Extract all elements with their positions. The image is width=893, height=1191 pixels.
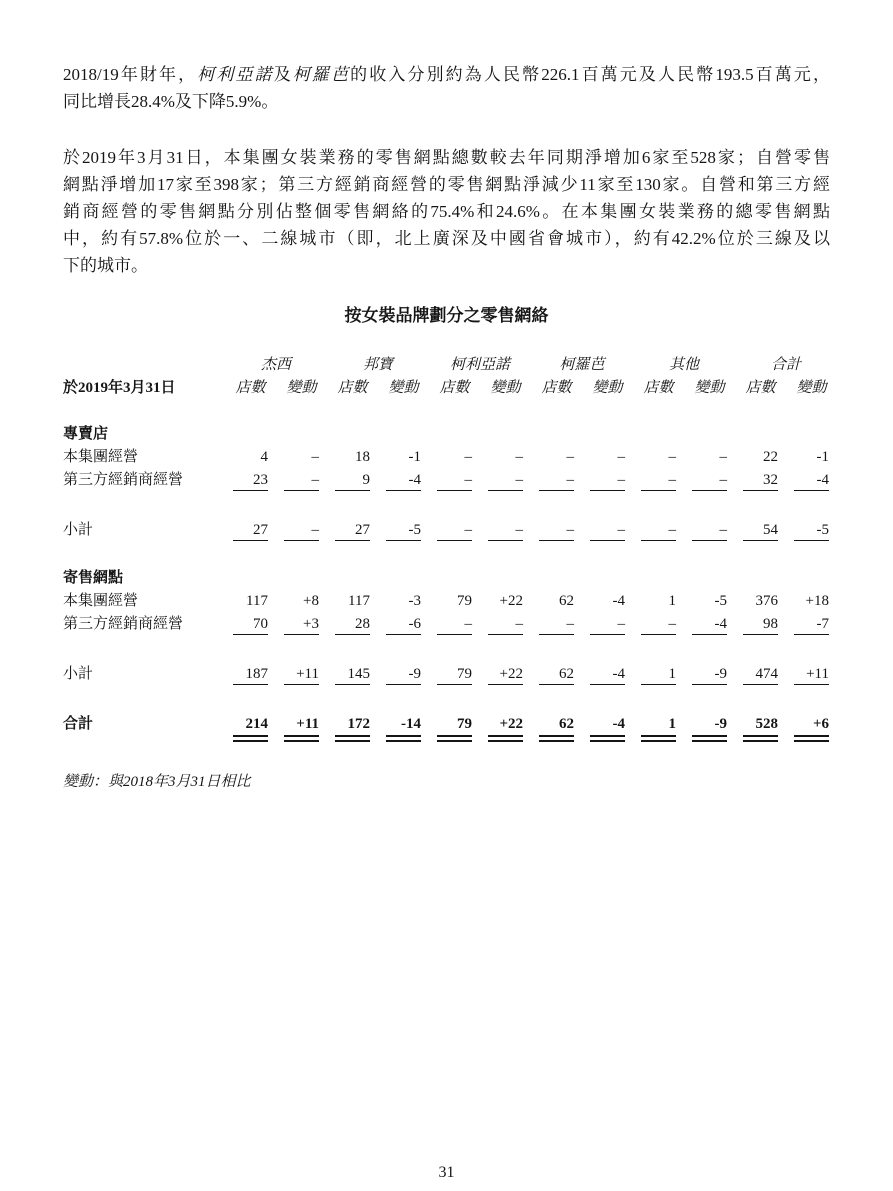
paragraph-text: 2018/19年財年， [63,65,198,84]
store-count-value: 62 [539,716,574,742]
value-cell [539,613,590,636]
store-count-value: 214 [233,716,268,742]
change-value: -7 [794,616,829,635]
table-row-label: 第三方經銷商經營 [63,616,184,632]
table-row-label: 本集團經營 [63,593,139,609]
value-cell [590,713,641,736]
change-value: – [590,522,625,541]
value-cell [284,663,335,686]
store-count-value: 187 [233,666,268,685]
change-header: 變動 [490,380,521,396]
row-spacer [63,686,845,713]
value-cell [590,446,641,469]
store-count-value: – [539,616,574,635]
store-count-value: – [437,522,472,541]
column-header-cell [641,377,692,400]
value-cell [539,446,590,469]
value-cell [386,446,437,469]
value-cell [590,519,641,542]
retail-network-table [63,354,845,736]
value-cell [335,663,386,686]
store-count-value: 32 [743,472,778,491]
store-count-value: 1 [641,716,676,742]
section-title-row [63,423,845,446]
store-count-header: 店數 [745,380,776,396]
change-value: – [590,472,625,491]
value-cell [641,613,692,636]
column-header-cell [488,377,539,400]
value-cell [437,713,488,736]
subtotal-row-label: 小計 [63,666,94,682]
store-count-value: 79 [457,593,472,609]
store-count-value: 98 [743,616,778,635]
store-count-value: 79 [437,666,472,685]
value-cell [590,590,641,613]
store-count-value: 18 [355,449,370,465]
row-spacer [63,542,845,567]
column-header-cell [539,377,590,400]
change-value: -5 [714,593,727,609]
change-value: +22 [499,593,523,609]
value-cell [437,613,488,636]
brand-name: 柯利亞諾 [197,65,274,84]
change-value: -6 [386,616,421,635]
value-cell [488,469,539,492]
revenue-paragraph [63,61,830,115]
store-count-value: 1 [668,593,676,609]
brand-name: 柯羅芭 [292,65,351,84]
value-cell [794,590,845,613]
store-count-value: 474 [743,666,778,685]
change-value: +8 [303,593,319,609]
brand-header-cell [437,354,539,377]
store-count-value: 117 [246,593,268,609]
column-header-cell [794,377,845,400]
change-value: -3 [408,593,421,609]
value-cell [386,713,437,736]
value-cell [437,590,488,613]
value-cell [692,713,743,736]
value-cell [641,663,692,686]
table-row [63,613,845,636]
column-header-cell [437,377,488,400]
brand-header: 合計 [770,357,801,373]
value-cell [692,519,743,542]
value-cell [284,713,335,736]
value-cell [794,519,845,542]
change-value: – [692,522,727,541]
change-value: +3 [284,616,319,635]
value-cell [539,469,590,492]
paragraph-line: 網點淨增加17家至398家；第三方經銷商經營的零售網點淨減少11家至130家。自營和第三方經 [63,175,830,194]
value-cell [488,519,539,542]
value-cell [233,469,284,492]
value-cell [335,590,386,613]
value-cell [488,613,539,636]
value-cell [539,663,590,686]
table-title: 按女裝品牌劃分之零售網絡 [344,306,549,326]
total-row-label: 合計 [63,716,94,732]
store-count-value: 1 [641,666,676,685]
store-count-value: 27 [335,522,370,541]
store-count-value: 145 [335,666,370,685]
store-count-value: 9 [335,472,370,491]
value-cell [488,446,539,469]
change-value: – [488,472,523,491]
brand-header: 杰西 [260,357,291,373]
value-cell [743,446,794,469]
store-count-value: 528 [743,716,778,742]
value-cell [335,446,386,469]
column-header-cell [590,377,641,400]
brand-header: 柯羅芭 [559,357,605,373]
brand-header: 柯利亞諾 [449,357,510,373]
value-cell [335,713,386,736]
value-cell [284,469,335,492]
store-count-value: 4 [260,449,268,465]
row-spacer [63,492,845,519]
store-count-value: 62 [539,666,574,685]
date-label: 於2019年3月31日 [63,380,176,396]
value-cell [539,590,590,613]
value-cell [437,663,488,686]
change-value: -9 [692,716,727,742]
value-cell [386,469,437,492]
change-value: -4 [692,616,727,635]
column-header-cell [386,377,437,400]
value-cell [539,519,590,542]
table-row-label: 第三方經銷商經營 [63,472,184,488]
subtotal-row-label: 小計 [63,522,94,538]
store-count-value: – [539,522,574,541]
change-value: +22 [488,716,523,742]
value-cell [692,590,743,613]
value-cell [284,590,335,613]
retail-network-paragraph [63,144,830,279]
value-cell [743,469,794,492]
table-row-label: 本集團經營 [63,449,139,465]
paragraph-text: 及 [273,65,293,84]
change-value: +11 [794,666,829,685]
column-header-cell [233,377,284,400]
change-header: 變動 [286,380,317,396]
paragraph-text: 的收入分別約為人民幣226.1百萬元及人民幣193.5百萬元， [350,65,831,84]
store-count-value: – [641,522,676,541]
subtotal-row [63,519,845,542]
section-title: 寄售網點 [63,570,124,586]
value-cell [743,519,794,542]
change-value: -1 [816,449,829,465]
value-cell [488,663,539,686]
brand-header: 其他 [668,357,699,373]
value-cell [590,663,641,686]
change-value: -4 [590,666,625,685]
change-value: +11 [284,666,319,685]
column-header-cell [284,377,335,400]
change-value: – [311,449,319,465]
change-value: -4 [386,472,421,491]
change-value: -5 [794,522,829,541]
value-cell [539,713,590,736]
store-count-value: 62 [559,593,574,609]
store-count-header: 店數 [643,380,674,396]
value-cell [233,590,284,613]
section-title: 專賣店 [63,426,109,442]
change-value: -4 [590,716,625,742]
value-cell [233,713,284,736]
change-value: -4 [794,472,829,491]
paragraph-line: 同比增長28.4%及下降5.9%。 [63,92,279,111]
value-cell [386,613,437,636]
store-count-value: 79 [437,716,472,742]
value-cell [692,613,743,636]
value-cell [233,519,284,542]
store-count-value: 22 [763,449,778,465]
store-count-value: – [641,472,676,491]
store-count-value: – [668,449,676,465]
subtotal-row [63,663,845,686]
change-value: +6 [794,716,829,742]
store-count-value: 172 [335,716,370,742]
column-header-cell [743,377,794,400]
value-cell [641,590,692,613]
column-header-cell [692,377,743,400]
value-cell [335,519,386,542]
change-value: -9 [386,666,421,685]
value-cell [488,713,539,736]
value-cell [692,469,743,492]
paragraph-line: 於2019年3月31日，本集團女裝業務的零售網點總數較去年同期淨增加6家至528家；自營零售 [63,148,830,167]
store-count-header: 店數 [541,380,572,396]
change-value: +11 [284,716,319,742]
value-cell [641,469,692,492]
paragraph-line: 銷商經營的零售網點分別佔整個零售網絡的75.4%和24.6%。在本集團女裝業務的總零售網點 [63,202,830,221]
page-number: 31 [438,1164,455,1181]
value-cell [386,519,437,542]
value-cell [641,713,692,736]
column-header-cell [335,377,386,400]
change-value: – [284,472,319,491]
change-value: – [719,449,727,465]
table-row [63,469,845,492]
paragraph-line: 下的城市。 [63,256,148,275]
value-cell [284,613,335,636]
store-count-value: 28 [335,616,370,635]
store-count-header: 店數 [337,380,368,396]
change-value: – [617,449,625,465]
store-count-header: 店數 [439,380,470,396]
store-count-value: – [437,616,472,635]
value-cell [641,519,692,542]
table-row [63,446,845,469]
change-value: -14 [386,716,421,742]
value-cell [590,613,641,636]
value-cell [692,446,743,469]
brand-header: 邦寶 [362,357,393,373]
store-count-value: 376 [755,593,778,609]
value-cell [743,663,794,686]
change-header: 變動 [796,380,827,396]
value-cell [335,613,386,636]
change-value: -5 [386,522,421,541]
value-cell [743,613,794,636]
value-cell [641,446,692,469]
value-cell [794,663,845,686]
value-cell [692,663,743,686]
value-cell [284,519,335,542]
change-value: – [590,616,625,635]
value-cell [794,613,845,636]
column-header-row [63,377,845,400]
store-count-value: – [641,616,676,635]
brand-header-cell [335,354,437,377]
change-header: 變動 [694,380,725,396]
change-header: 變動 [388,380,419,396]
brand-header-row [63,354,845,377]
value-cell [233,446,284,469]
store-count-header: 店數 [235,380,266,396]
store-count-value: 70 [233,616,268,635]
paragraph-line [63,61,830,88]
table-footnote: 變動：與2018年3月31日相比 [63,774,251,790]
value-cell [794,446,845,469]
change-value: – [488,522,523,541]
change-value: -1 [408,449,421,465]
value-cell [437,519,488,542]
value-cell [743,590,794,613]
brand-header-cell [233,354,335,377]
value-cell [386,590,437,613]
row-spacer [63,636,845,663]
table-row [63,590,845,613]
change-value: – [284,522,319,541]
change-value: +22 [488,666,523,685]
paragraph-line: 中，約有57.8%位於一、二線城市（即，北上廣深及中國省會城市），約有42.2%位於三線及以 [63,229,830,248]
change-value: -9 [692,666,727,685]
store-count-value: – [566,449,574,465]
change-value: -4 [612,593,625,609]
section-title-row [63,567,845,590]
store-count-value: – [539,472,574,491]
brand-header-cell [641,354,743,377]
row-spacer [63,400,845,423]
change-value: – [488,616,523,635]
value-cell [488,590,539,613]
total-row [63,713,845,736]
value-cell [743,713,794,736]
value-cell [437,446,488,469]
value-cell [794,469,845,492]
store-count-value: – [464,449,472,465]
store-count-value: 27 [233,522,268,541]
header-corner [63,354,233,377]
value-cell [233,663,284,686]
value-cell [794,713,845,736]
change-value: +18 [805,593,829,609]
store-count-value: 117 [348,593,370,609]
change-value: – [515,449,523,465]
change-value: – [692,472,727,491]
value-cell [335,469,386,492]
store-count-value: – [437,472,472,491]
value-cell [233,613,284,636]
value-cell [437,469,488,492]
brand-header-cell [539,354,641,377]
value-cell [386,663,437,686]
change-header: 變動 [592,380,623,396]
store-count-value: 23 [233,472,268,491]
value-cell [590,469,641,492]
brand-header-cell [743,354,845,377]
value-cell [284,446,335,469]
store-count-value: 54 [743,522,778,541]
